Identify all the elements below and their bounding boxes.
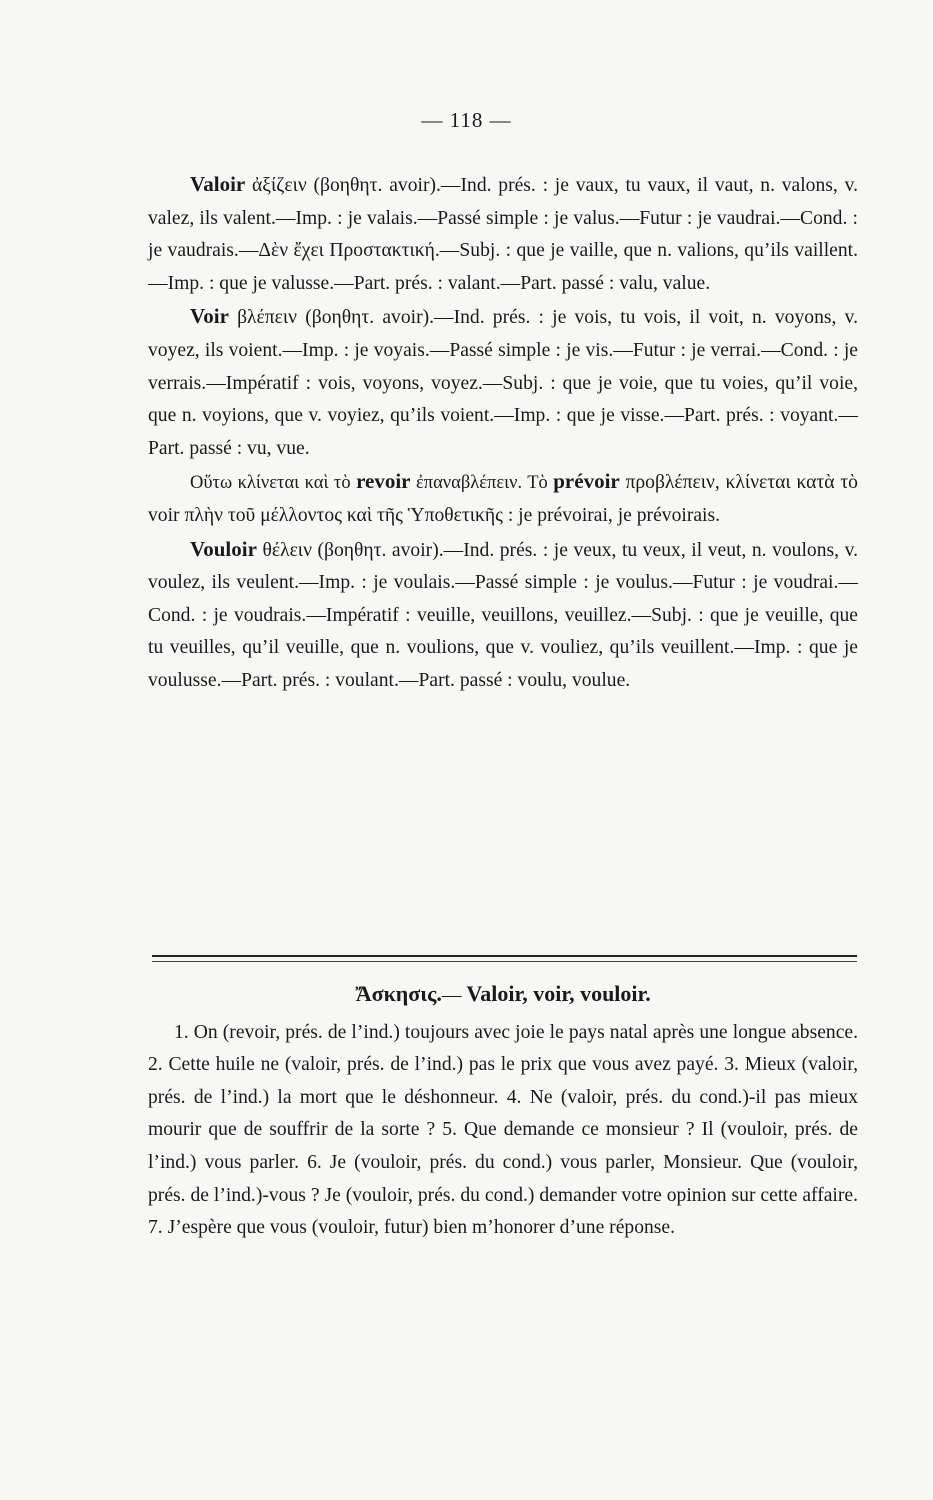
entry-voir-text: βλέπειν (βοηθητ. avoir).—Ind. prés. : je vois, tu vois, il voit, n. voyons, v. voyez, ils voient.—Imp. : je voyais.—Passé simple : je vis.—Futur : je verrai.—Cond. : je verrais.—Impératif : vois, voyons, voyez.—Subj. : que je voie, que tu voies, qu’il voie, que n. voyions, que v. voyiez, qu’ils voient.—Imp. : que je visse.—Part. prés. : voyant.—Part. passé : vu, vue. <box>148 307 858 459</box>
exercise-text: 1. On (revoir, prés. de l’ind.) toujours avec joie le pays natal après une longue absence. 2. Cette huile ne (valoir, prés. de l’ind.) pas le prix que vous avez payé. 3. Mieux (valoir, prés. de l’ind.) la mort que le déshonneur. 4. Ne (valoir, prés. du cond.)-il pas mieux mourir que de souffrir de la sorte ? 5. Que demande ce monsieur ? Il (vouloir, prés. de l’ind.) vous parler. 6. Je (vouloir, prés. du cond.) vous parler, Monsieur. Que (vouloir, prés. de l’ind.)-vous ? Je (vouloir, prés. du cond.) demander votre opinion sur cette affaire. 7. J’espère que vous (vouloir, futur) bien m’honorer d’une réponse. <box>148 1021 858 1239</box>
note-prefix: Οὕτω κλίνεται καὶ τὸ <box>190 473 357 494</box>
entry-valoir-text: ἀξίζειν (βοηθητ. avoir).—Ind. prés. : je vaux, tu vaux, il vaut, n. valons, v. valez, ils valent.—Imp. : je valais.—Passé simple : je valus.—Futur : je vaudrai.—Cond. : je vaudrais.—Δὲν ἔχει Προστακτική.—Subj. : que je vaille, que n. valions, qu’ils vaillent.—Imp. : que je valusse.—Part. prés. : valant.—Part. passé : valu, value. <box>148 175 858 294</box>
headword-vouloir: Vouloir <box>190 536 257 561</box>
headword-voir: Voir <box>190 304 229 329</box>
headword-prevoir: prévoir <box>553 469 620 494</box>
headword-valoir: Valoir <box>190 172 246 196</box>
exercise-heading <box>148 978 858 1013</box>
headword-revoir: revoir <box>356 469 411 494</box>
entry-valoir <box>148 168 858 300</box>
exercise-dash: — <box>441 985 462 1006</box>
entry-revoir-prevoir <box>148 465 858 532</box>
note-text: προβλέπειν, κλίνεται κατὰ τὸ voir πλὴν τοῦ μέλλοντος καὶ τῆς Ὑποθετικῆς : je prévoirai, je prévoirais. <box>148 472 858 526</box>
divider-rule <box>152 955 857 957</box>
page-number: — 118 — <box>421 108 512 132</box>
exercise-section <box>148 978 858 1245</box>
entry-voir <box>148 300 858 465</box>
entry-vouloir-text: θέλειν (βοηθητ. avoir).—Ind. prés. : je veux, tu veux, il veut, n. voulons, v. voulez, ils veulent.—Imp. : je voulais.—Passé simple : je voulus.—Futur : je voudrai.—Cond. : je voudrais.—Impératif : veuille, veuillons, veuillez.—Subj. : que je veuille, que tu veuilles, qu’il veuille, que n. voulions, que v. vouliez, qu’ils veuillent.—Imp. : que je voulusse.—Part. prés. : voulant.—Part. passé : voulu, voulue. <box>148 539 858 691</box>
entry-vouloir <box>148 533 858 698</box>
exercise-title: Valoir, voir, vouloir. <box>466 981 651 1006</box>
conjugation-section <box>148 168 858 698</box>
divider-rule-thin <box>152 961 857 962</box>
exercise-label: Ἄσκησις. <box>355 981 442 1006</box>
note-middle: ἐπαναβλέπειν. Τὸ <box>410 473 554 494</box>
